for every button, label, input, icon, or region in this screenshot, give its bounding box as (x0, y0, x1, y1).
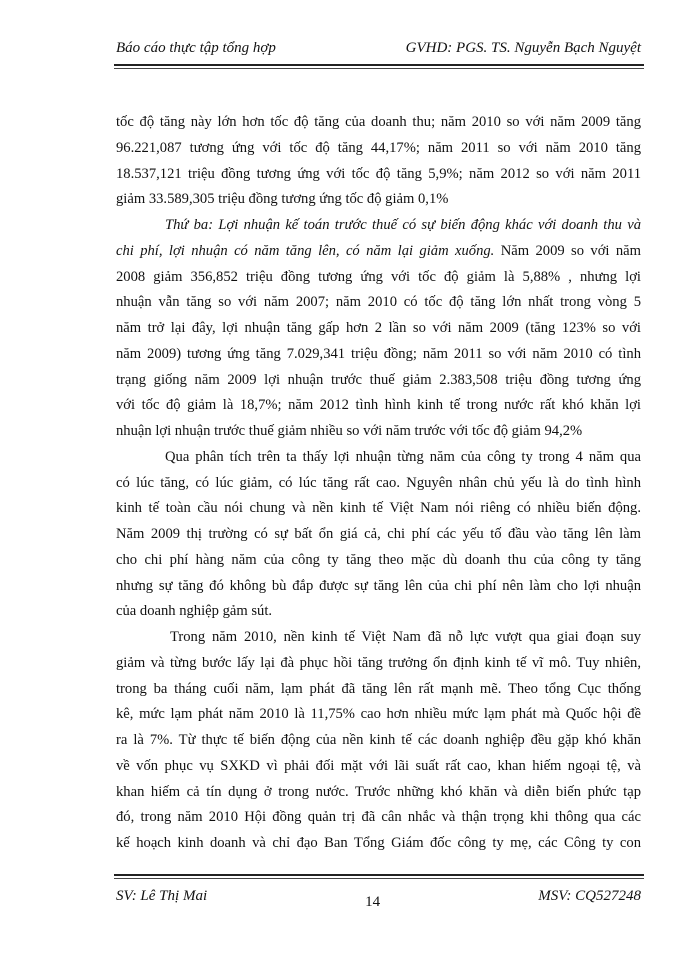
page-header (116, 40, 641, 57)
student-id: MSV: CQ527248 (538, 888, 641, 904)
student-name: SV: Lê Thị Mai (116, 888, 208, 904)
text-line: ra là 7%. Từ thực tế biến động của nền kinh tế các doanh nghiệp đều gặp khó khăn (116, 732, 641, 748)
text-line: cho chi phí hàng năm của công ty tăng theo mặc dù doanh thu của công ty tăng (116, 551, 641, 568)
italic-lead: chi phí, lợi nhuận có năm tăng lên, có năm lại giảm xuống. (116, 242, 495, 259)
text-line: 96.221,087 tương ứng với tốc độ tăng 44,17%; năm 2011 so với năm 2010 tăng (116, 139, 641, 156)
header-title: Báo cáo thực tập tổng hợp (116, 40, 276, 56)
text-line: nhuận vẫn tăng so với năm 2007; năm 2010 có tốc độ tăng lớn nhất trong vòng 5 (116, 294, 641, 311)
text-line: có lúc tăng, có lúc giảm, có lúc tăng rất cao. Nguyên nhân chủ yếu là do tình hình (116, 474, 641, 491)
text-line: trạng giống năm 2009 lợi nhuận trước thuế giảm 2.383,508 triệu đồng tương ứng (116, 371, 641, 388)
footer-rule-thin (114, 878, 644, 879)
document-body (116, 110, 641, 857)
text-line: giảm và từng bước lấy lại đà phục hồi tăng trưởng ổn định kinh tế vĩ mô. Tuy nhiên, (116, 654, 641, 671)
text-line (116, 239, 641, 265)
text-line: 18.537,121 triệu đồng tương ứng với tốc độ tăng 5,9%; năm 2012 so với năm 2011 (116, 165, 641, 182)
text-line: nhưng sự tăng đó không bù đắp được sự tăng lên của chi phí nên làm cho lợi nhuận (116, 577, 641, 594)
text-line: Trong năm 2010, nền kinh tế Việt Nam đã nỗ lực vượt qua giai đoạn suy (170, 629, 641, 645)
text-run: Năm 2009 so với năm (494, 242, 642, 259)
text-line: với tốc độ giảm là 18,7%; năm 2012 tình hình kinh tế trong nước rất khó khăn lợi (116, 397, 641, 414)
text-line: trong ba tháng cuối năm, lạm phát đã tăng lên rất mạnh mẽ. Theo tổng Cục thống (116, 680, 641, 697)
text-line: Năm 2009 thị trường có sự bất ổn giá cả, chi phí các yếu tố đầu vào tăng lên làm (116, 526, 641, 542)
text-line: khan hiếm cả tín dụng ở trong nước. Trước những khó khăn và diễn biến phức tạp (116, 783, 641, 800)
paragraph-1 (116, 110, 641, 213)
text-line: năm trở lại đây, lợi nhuận tăng gấp hơn 2 lần so với năm 2009 (tăng 123% so với (116, 320, 641, 336)
text-line: đó, trong năm 2010 Hội đồng quản trị đã cân nhắc và thận trọng khi thông qua các (116, 809, 641, 826)
text-line: về vốn phục vụ SXKD vì phải đối mặt với lãi suất rất cao, khan hiếm ngoại tệ, và (116, 757, 641, 774)
footer-rule (114, 874, 644, 876)
paragraph-3 (116, 445, 641, 625)
header-rule (114, 64, 644, 66)
text-line-italic: Thứ ba: Lợi nhuận kế toán trước thuế có sự biến động khác với doanh thu và (165, 217, 641, 233)
text-line: năm 2009) tương ứng tăng 7.029,341 triệu đồng; năm 2011 so với năm 2010 có tình (116, 345, 641, 362)
text-line: 2008 giảm 356,852 triệu đồng tương ứng với tốc độ giảm là 5,88% , nhưng lợi (116, 268, 641, 285)
text-line: của doanh nghiệp gảm sút. (116, 603, 273, 620)
header-rule-thin (114, 68, 644, 69)
text-line: kế hoạch kinh doanh và chỉ đạo Ban Tổng Giám đốc công ty mẹ, các Công ty con (116, 835, 641, 851)
header-advisor: GVHD: PGS. TS. Nguyễn Bạch Nguyệt (405, 40, 641, 56)
paragraph-2 (116, 213, 641, 445)
page-footer (116, 888, 641, 910)
text-line: tốc độ tăng này lớn hơn tốc độ tăng của doanh thu; năm 2010 so với năm 2009 tăng (116, 114, 641, 130)
paragraph-4 (116, 625, 641, 857)
text-line: giảm 33.589,305 triệu đồng tương ứng tốc độ giảm 0,1% (116, 191, 449, 208)
text-line: kê, mức lạm phát năm 2010 là 11,75% cao hơn nhiều mức lạm phát mà Quốc hội đề (116, 706, 641, 723)
page-number: 14 (365, 894, 381, 910)
text-line: kinh tế toàn cầu nói chung và nền kinh tế Việt Nam nói riêng có nhiều biến động. (116, 500, 641, 517)
text-line: nhuận lợi nhuận trước thuế giảm nhiều so với năm trước với tốc độ giảm 94,2% (116, 423, 583, 439)
text-line: Qua phân tích trên ta thấy lợi nhuận từng năm của công ty trong 4 năm qua (165, 448, 641, 465)
